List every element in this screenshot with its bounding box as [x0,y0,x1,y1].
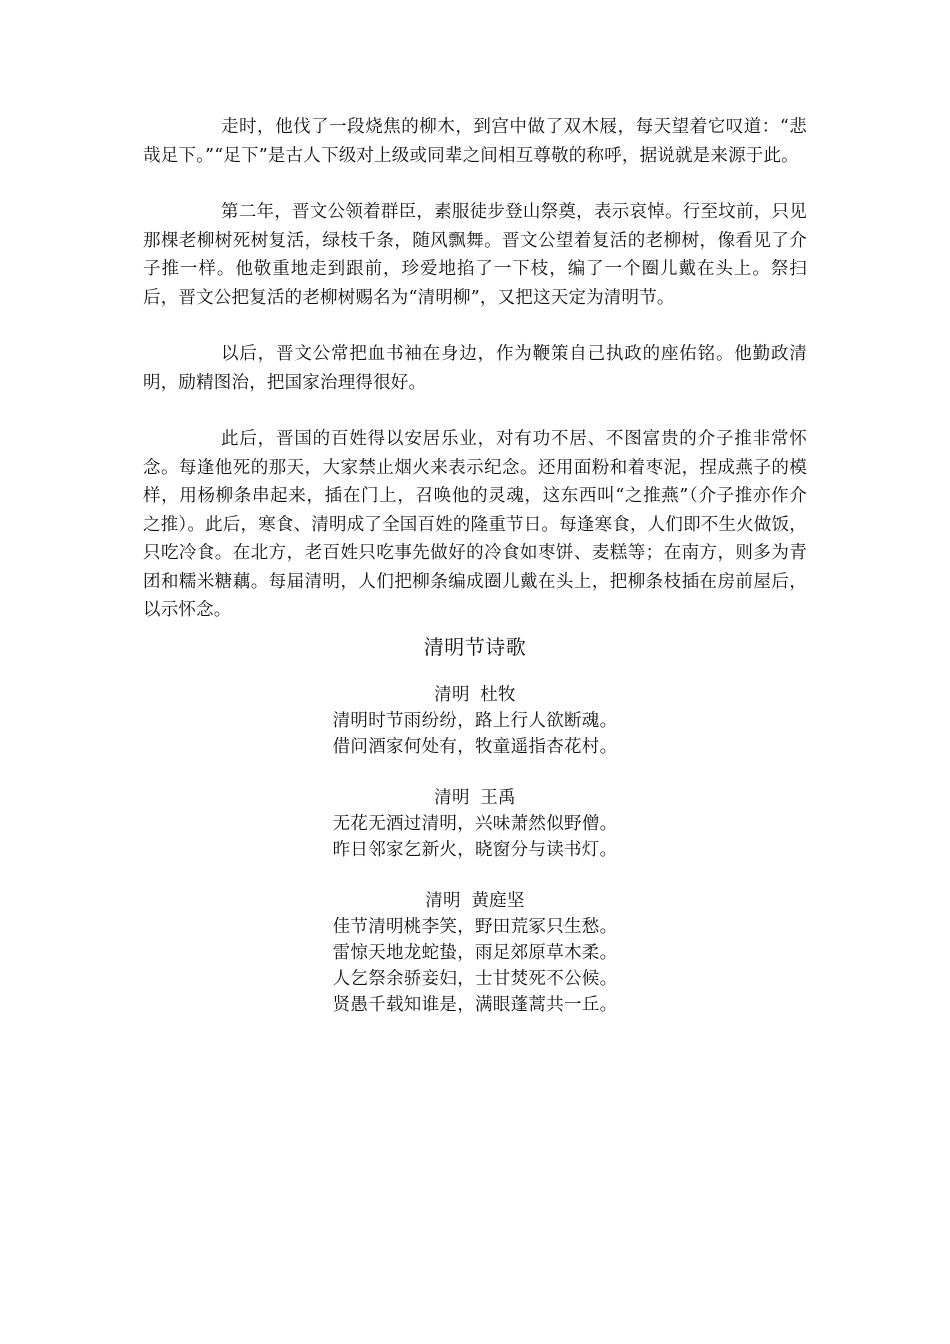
article-body [143,113,807,653]
poem-line: 清明时节雨纷纷，路上行人欲断魂。 [332,711,618,731]
poem-heading [143,888,807,914]
poems-section [143,628,807,1043]
poem [143,888,807,1018]
paragraph: 第二年，晋文公领着群臣，素服徒步登山祭奠，表示哀悼。行至坟前，只见那棵老柳树死树复活，绿枝千条，随风飘舞。晋文公望着复活的老柳树，像看见了介子推一样。他敬重地走到跟前，珍爱地掐了一下枝，编了一个圈儿戴在头上。祭扫后，晋文公把复活的老柳树赐名为“清明柳”，又把这天定为清明节。 [143,202,807,308]
poem-title: 清明 [434,788,470,808]
poem-line: 佳节清明桃李笑，野田荒冢只生愁。 [332,917,618,937]
poem-line: 无花无酒过清明，兴味萧然似野僧。 [332,814,618,834]
poem [143,682,807,760]
poem-line: 借问酒家何处有，牧童遥指杏花村。 [332,737,618,757]
poem-line: 昨日邻家乞新火，晓窗分与读书灯。 [332,840,618,860]
paragraph: 此后，晋国的百姓得以安居乐业，对有功不居、不图富贵的介子推非常怀念。每逢他死的那天，大家禁止烟火来表示纪念。还用面粉和着枣泥，捏成燕子的模样，用杨柳条串起来，插在门上，召唤他的灵魂，这东西叫“之推燕”（介子推亦作介之推）。此后，寒食、清明成了全国百姓的隆重节日。每逢寒食，人们即不生火做饭，只吃冷食。在北方，老百姓只吃事先做好的冷食如枣饼、麦糕等；在南方，则多为青团和糯米糖藕。每届清明，人们把柳条编成圈儿戴在头上，把柳条枝插在房前屋后，以示怀念。 [143,429,807,620]
paragraph: 以后，晋文公常把血书袖在身边，作为鞭策自己执政的座佑铭。他勤政清明，励精图治，把国家治理得很好。 [143,344,807,393]
poem-line: 人乞祭余骄妾妇，士甘焚死不公候。 [332,969,618,989]
poem-author: 黄庭坚 [471,891,525,911]
paragraph: 走时，他伐了一段烧焦的柳木，到宫中做了双木屐，每天望着它叹道：“悲哉足下。”“足下”是古人下级对上级或同辈之间相互尊敬的称呼，据说就是来源于此。 [143,117,807,166]
poem [143,785,807,863]
poem-author: 杜牧 [480,685,516,705]
poem-heading [143,785,807,811]
poem-title: 清明 [434,685,470,705]
poem-line: 雷惊天地龙蛇蛰，雨足郊原草木柔。 [332,943,618,963]
poem-title: 清明 [425,891,461,911]
section-title: 清明节诗歌 [423,635,527,659]
poem-heading [143,682,807,708]
poem-author: 王禹 [480,788,516,808]
poem-line: 贤愚千载知谁是，满眼蓬蒿共一丘。 [332,995,618,1015]
